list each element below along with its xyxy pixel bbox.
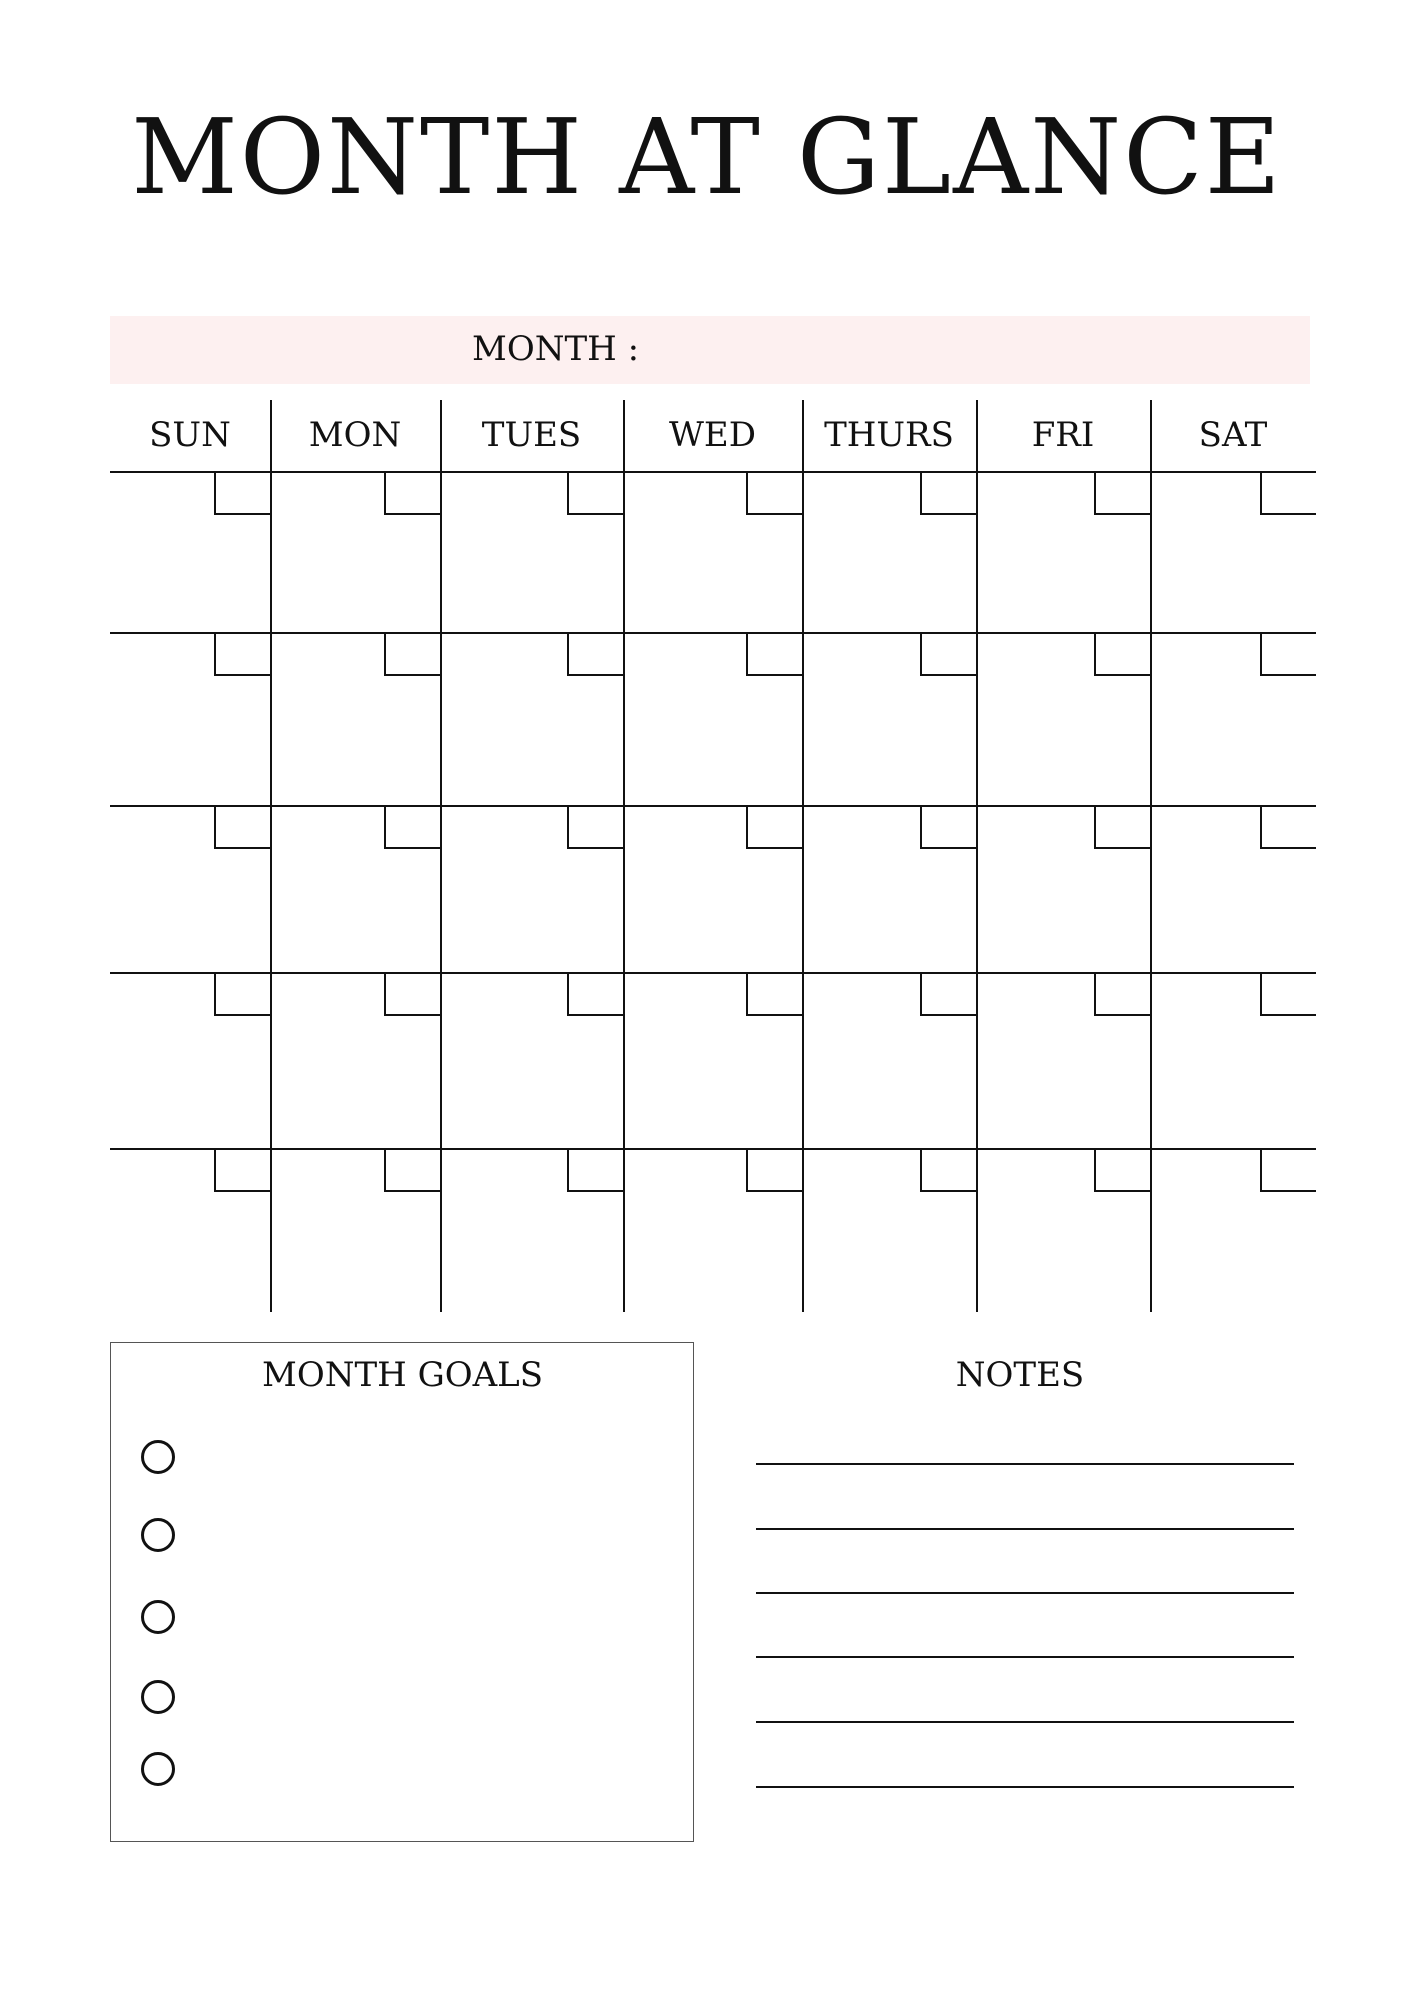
date-box	[214, 634, 270, 676]
date-box	[214, 1150, 270, 1192]
date-box	[567, 974, 623, 1016]
date-box	[1094, 974, 1150, 1016]
date-box	[384, 1150, 440, 1192]
date-box	[920, 807, 976, 849]
date-box	[384, 634, 440, 676]
date-box	[214, 807, 270, 849]
date-box	[1260, 807, 1316, 849]
column-divider	[1150, 400, 1152, 1312]
date-box	[1260, 1150, 1316, 1192]
goal-checkbox[interactable]	[141, 1518, 175, 1552]
date-box	[920, 1150, 976, 1192]
column-divider	[976, 400, 978, 1312]
date-box	[384, 974, 440, 1016]
note-line	[756, 1592, 1294, 1594]
notes-title: NOTES	[955, 1355, 1085, 1395]
note-line	[756, 1528, 1294, 1530]
day-name-fri: FRI	[1031, 415, 1095, 455]
column-divider	[270, 400, 272, 1312]
date-box	[567, 1150, 623, 1192]
day-name-mon: MON	[308, 415, 402, 455]
date-box	[746, 807, 802, 849]
goal-checkbox[interactable]	[141, 1752, 175, 1786]
page-title: MONTH AT GLANCE	[131, 96, 1283, 218]
date-box	[384, 807, 440, 849]
note-line	[756, 1463, 1294, 1465]
date-box	[920, 974, 976, 1016]
date-box	[567, 807, 623, 849]
column-divider	[623, 400, 625, 1312]
day-name-wed: WED	[668, 415, 757, 455]
month-goals-box	[110, 1342, 694, 1842]
goal-checkbox[interactable]	[141, 1680, 175, 1714]
goal-checkbox[interactable]	[141, 1600, 175, 1634]
note-line	[756, 1656, 1294, 1658]
date-box	[1260, 974, 1316, 1016]
date-box	[1260, 634, 1316, 676]
note-line	[756, 1721, 1294, 1723]
date-box	[1260, 473, 1316, 515]
date-box	[214, 473, 270, 515]
note-line	[756, 1786, 1294, 1788]
day-name-thurs: THURS	[824, 415, 954, 455]
month-goals-title-text: MONTH GOALS	[262, 1355, 544, 1395]
date-box	[920, 634, 976, 676]
column-divider	[440, 400, 442, 1312]
date-box	[1094, 807, 1150, 849]
date-box	[1094, 473, 1150, 515]
date-box	[746, 634, 802, 676]
day-name-sun: SUN	[149, 415, 231, 455]
date-box	[567, 634, 623, 676]
date-box	[214, 974, 270, 1016]
date-box	[746, 1150, 802, 1192]
date-box	[1094, 1150, 1150, 1192]
date-box	[746, 974, 802, 1016]
column-divider	[802, 400, 804, 1312]
day-name-tues: TUES	[481, 415, 582, 455]
goal-checkbox[interactable]	[141, 1440, 175, 1474]
date-box	[920, 473, 976, 515]
date-box	[1094, 634, 1150, 676]
day-name-sat: SAT	[1198, 415, 1268, 455]
date-box	[567, 473, 623, 515]
date-box	[384, 473, 440, 515]
month-label: MONTH :	[472, 329, 640, 369]
date-box	[746, 473, 802, 515]
